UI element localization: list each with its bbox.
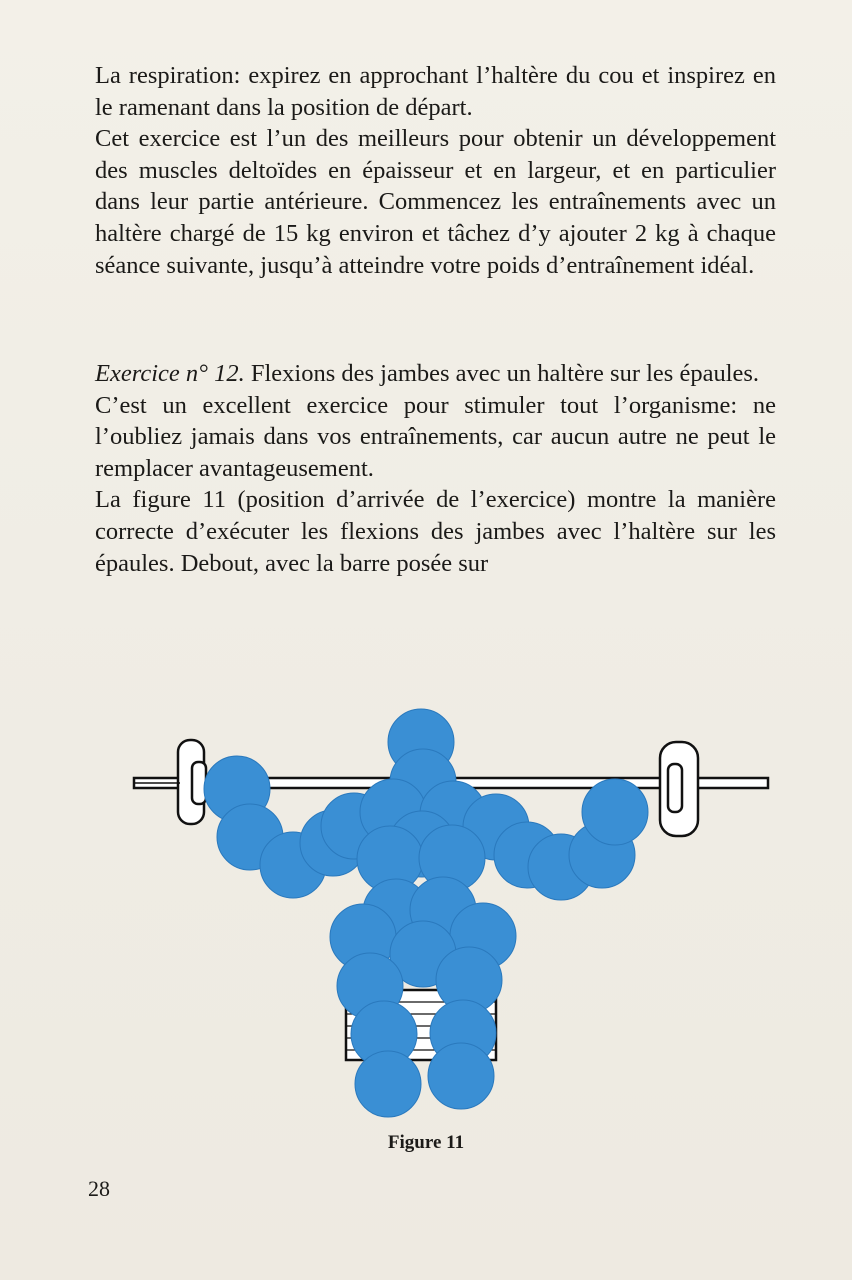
figure-11-illustration: [120, 700, 780, 1130]
figure-dot: [582, 779, 648, 845]
paragraph-breathing: La respiration: expirez en approchant l’haltère du cou et inspirez en le ramenant dans la position de départ.: [95, 62, 776, 121]
text-block-breathing: [95, 60, 776, 281]
page-number: 28: [88, 1176, 110, 1201]
paragraph-figure-description: La figure 11 (position d’arrivée de l’exercice) montre la manière correcte d’exécuter les flexions des jambes avec l’haltère sur les épaules. Debout, avec la barre posée sur: [95, 486, 776, 577]
exercise-title: [95, 358, 776, 390]
exercise-heading: Exercice n° 12.: [95, 360, 245, 387]
figure-dot: [355, 1051, 421, 1117]
figure-dot: [428, 1043, 494, 1109]
figure-caption: Figure 11: [387, 1132, 465, 1153]
paragraph-deltoids: Cet exercice est l’un des meilleurs pour obtenir un développement des muscles deltoïdes en épaisseur et en largeur, et en particulier dans leur partie antérieure. Commencez les entraînements avec un haltère chargé de 15 kg environ et tâchez d’y ajouter 2 kg à chaque séance suivante, jusqu’à atteindre votre poids d’entraînement idéal.: [95, 125, 776, 279]
exercise-title-text: Flexions des jambes avec un haltère sur les épaules.: [244, 360, 760, 387]
barbell-left-collar: [192, 762, 206, 804]
barbell-right-collar: [668, 764, 682, 812]
text-block-exercise-12: [95, 358, 776, 579]
paragraph-organism: C’est un excellent exercice pour stimuler tout l’organisme: ne l’oubliez jamais dans vos entraînements, car aucun autre ne peut le remplacer avantageusement.: [95, 391, 776, 482]
